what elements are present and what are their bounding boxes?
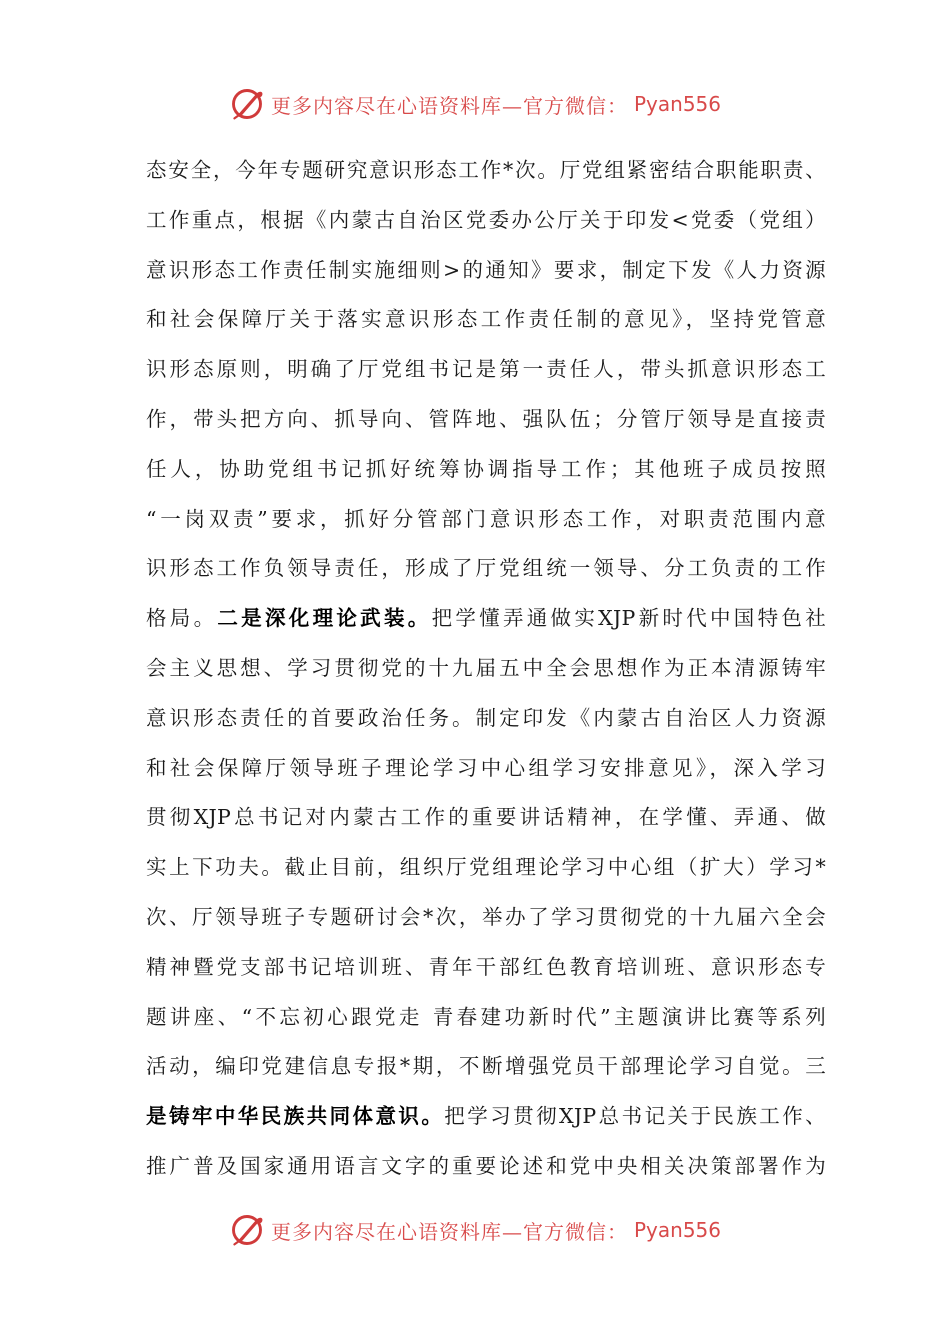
body-text: 和社会保障厅领导班子理论学习中心组学习安排意见》，深入学习 <box>146 755 826 780</box>
body-text: 精神暨党支部书记培训班、青年干部红色教育培训班、意识形态专 <box>146 954 826 979</box>
footer-banner-text: 更多内容尽在心语资料库—官方微信： <box>270 1219 628 1244</box>
body-text-line <box>146 1042 826 1092</box>
body-text: 把学懂弄通做实XJP新时代中国特色社 <box>431 606 826 631</box>
body-text-line <box>146 246 826 296</box>
header-banner-account: Pyan556 <box>633 92 721 116</box>
body-text: 贯彻XJP总书记对内蒙古工作的重要讲话精神，在学懂、弄通、做 <box>146 805 826 830</box>
body-text: 态安全，今年专题研究意识形态工作*次。厅党组紧密结合职能职责、 <box>146 158 826 182</box>
body-text: 推广普及国家通用语言文字的重要论述和党中央相关决策部署作为 <box>146 1153 826 1178</box>
body-text-line <box>146 495 826 545</box>
body-text-line <box>146 345 826 395</box>
body-text: 作，带头把方向、抓导向、管阵地、强队伍；分管厅领导是直接责 <box>146 406 826 431</box>
body-text: 活动，编印党建信息专报*期，不断增强党员干部理论学习自觉。三 <box>146 1054 826 1079</box>
body-text: 识形态原则，明确了厅党组书记是第一责任人，带头抓意识形态工 <box>146 357 826 382</box>
body-text: 格局。 <box>146 606 218 631</box>
body-text: “一岗双责”要求，抓好分管部门意识形态工作，对职责范围内意 <box>146 506 826 531</box>
body-text-line <box>146 843 826 893</box>
body-text-line <box>146 943 826 993</box>
body-text-line <box>146 196 826 246</box>
document-body <box>146 146 826 1192</box>
quill-logo-icon <box>229 1212 265 1248</box>
body-text-line <box>146 295 826 345</box>
body-text-line <box>146 395 826 445</box>
footer-watermark-banner <box>0 1208 950 1252</box>
body-text-line <box>146 694 826 744</box>
body-text: 识形态工作负领导责任，形成了厅党组统一领导、分工负责的工作 <box>146 556 826 581</box>
body-text: 会主义思想、学习贯彻党的十九届五中全会思想作为正本清源铸牢 <box>146 655 826 680</box>
body-text: 意识形态工作责任制实施细则>的通知》要求，制定下发《人力资源 <box>146 257 826 282</box>
body-text-line <box>146 1092 826 1142</box>
body-text-line <box>146 445 826 495</box>
body-text: 工作重点，根据《内蒙古自治区党委办公厅关于印发<党委（党组） <box>146 207 826 232</box>
body-text-line <box>146 544 826 594</box>
body-text: 和社会保障厅关于落实意识形态工作责任制的意见》，坚持党管意 <box>146 307 826 332</box>
body-text: 题讲座、“不忘初心跟党走 青春建功新时代”主题演讲比赛等系列 <box>146 1004 826 1029</box>
body-text: 把学习贯彻XJP总书记关于民族工作、 <box>444 1104 826 1129</box>
body-text-line <box>146 793 826 843</box>
bold-heading-text: 二是深化理论武装。 <box>217 606 432 631</box>
header-banner-text: 更多内容尽在心语资料库—官方微信： <box>270 93 628 118</box>
body-text-line <box>146 594 826 644</box>
body-text-line <box>146 146 826 196</box>
bold-heading-text: 是铸牢中华民族共同体意识。 <box>146 1104 445 1129</box>
body-text-line <box>146 993 826 1043</box>
body-text: 次、厅领导班子专题研讨会*次，举办了学习贯彻党的十九届六全会 <box>146 904 826 929</box>
body-text-line <box>146 893 826 943</box>
quill-logo-icon <box>229 86 265 122</box>
body-text-line <box>146 1142 826 1192</box>
body-text-line <box>146 744 826 794</box>
body-text: 实上下功夫。截止目前，组织厅党组理论学习中心组（扩大）学习* <box>146 855 826 880</box>
header-watermark-banner <box>0 82 950 126</box>
body-text-line <box>146 644 826 694</box>
body-text: 任人，协助党组书记抓好统筹协调指导工作；其他班子成员按照 <box>146 456 826 481</box>
body-text: 意识形态责任的首要政治任务。制定印发《内蒙古自治区人力资源 <box>146 705 826 730</box>
footer-banner-account: Pyan556 <box>633 1218 721 1242</box>
